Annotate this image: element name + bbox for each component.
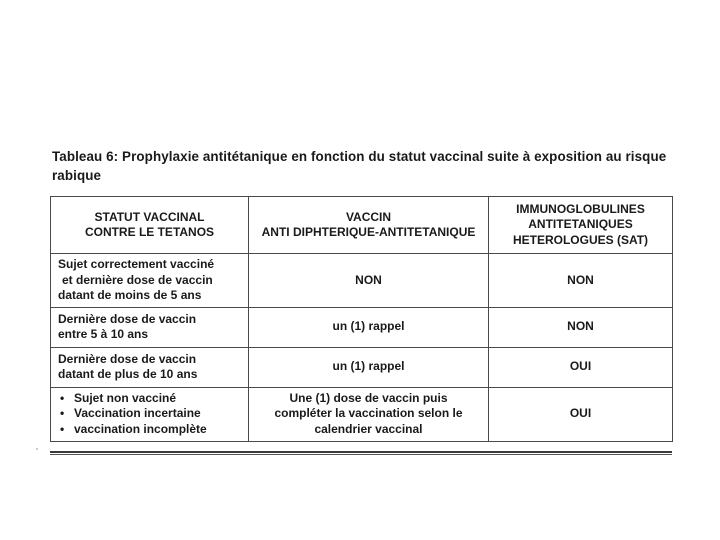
table-row [51, 387, 673, 441]
status-bullet: • Sujet non vacciné [58, 391, 241, 407]
header-line: IMMUNOGLOBULINES [516, 201, 645, 216]
header-row [51, 197, 673, 254]
header-line: CONTRE LE TETANOS [84, 225, 215, 239]
status-line: Sujet correctement vacciné [58, 257, 215, 271]
scan-speck [36, 448, 38, 450]
status-line: datant de plus de 10 ans [58, 367, 198, 381]
immunoglobulin-cell: OUI [489, 347, 673, 387]
vaccine-cell: NON [249, 254, 489, 308]
header-line: ANTI DIPHTERIQUE-ANTITETANIQUE [261, 225, 476, 239]
header-line: ANTITETANIQUES [528, 217, 633, 232]
header-vaccine [249, 197, 489, 254]
vaccine-cell: un (1) rappel [249, 347, 489, 387]
header-vaccination-status [51, 197, 249, 254]
status-line: entre 5 à 10 ans [58, 327, 149, 341]
immunoglobulin-cell: NON [489, 307, 673, 347]
status-line: Dernière dose de vaccin [58, 351, 197, 366]
status-line: et dernière dose de vaccin [62, 272, 213, 287]
table-row [51, 347, 673, 387]
header-line: STATUT VACCINAL [94, 209, 205, 224]
status-cell [51, 254, 249, 308]
status-bullet: • vaccination incomplète [58, 422, 241, 438]
status-line: datant de moins de 5 ans [58, 288, 202, 302]
vaccine-line: calendrier vaccinal [314, 421, 423, 436]
vaccine-line: Une (1) dose de vaccin puis [289, 390, 448, 405]
status-bullet-list [58, 391, 241, 438]
table-row [51, 307, 673, 347]
status-cell [51, 307, 249, 347]
table-row [51, 254, 673, 308]
vaccine-cell: un (1) rappel [249, 307, 489, 347]
status-bullet: • Vaccination incertaine [58, 406, 241, 422]
vaccine-line: compléter la vaccination selon le [274, 406, 463, 421]
status-line: Dernière dose de vaccin [58, 311, 197, 326]
status-cell [51, 387, 249, 441]
prophylaxis-table [50, 196, 673, 442]
vaccine-cell [249, 387, 489, 441]
bottom-divider [50, 451, 672, 455]
header-line: HETEROLOGUES (SAT) [512, 232, 649, 247]
header-immunoglobulins [489, 197, 673, 254]
immunoglobulin-cell: NON [489, 254, 673, 308]
immunoglobulin-cell: OUI [489, 387, 673, 441]
status-cell [51, 347, 249, 387]
header-line: VACCIN [345, 209, 392, 224]
table-caption: Tableau 6: Prophylaxie antitétanique en fonction du statut vaccinal suite à exposition au risque rabique [52, 149, 667, 183]
